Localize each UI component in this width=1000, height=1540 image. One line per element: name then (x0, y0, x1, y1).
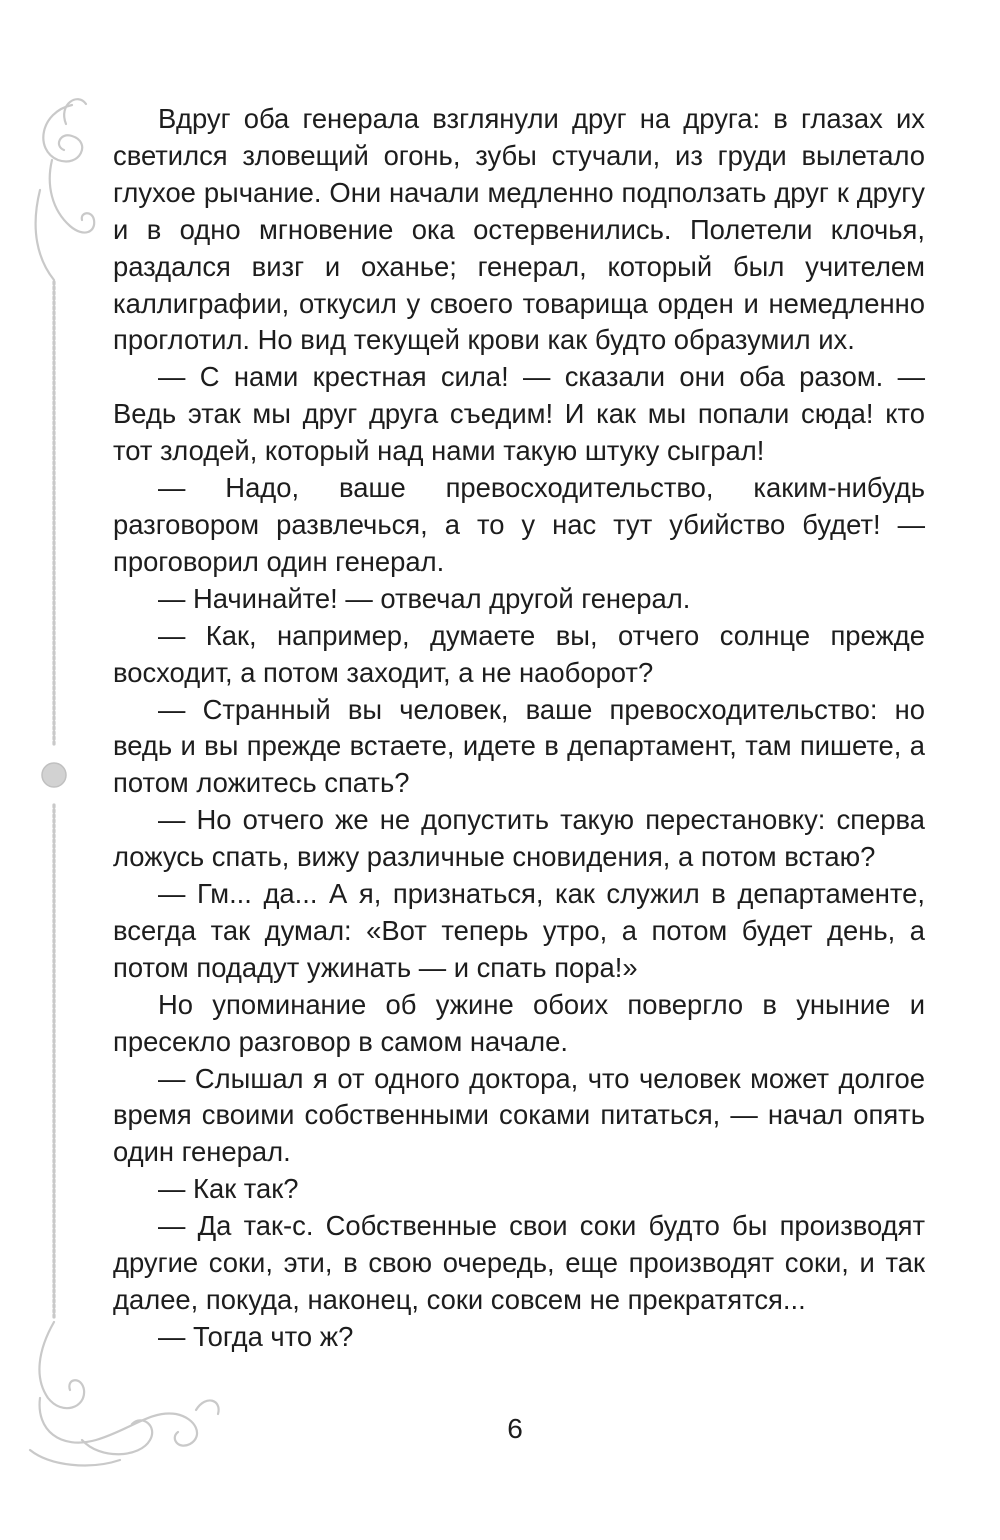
paragraph: — Надо, ваше превосходительство, каким-нибудь разговором развлечься, а то у нас тут убийство будет! — проговорил один генерал. (113, 472, 925, 577)
paragraph: — С нами крестная сила! — сказали они оба разом. — Ведь этак мы друг друга съедим! И как мы попали сюда! кто тот злодей, который над нами такую штуку сыграл! (113, 361, 925, 467)
paragraph: Но упоминание об ужине обоих повергло в уныние и пресекло разговор в самом начале. (113, 988, 925, 1057)
paragraph: — Но отчего же не допустить такую перестановку: сперва ложусь спать, вижу различные сновидения, а потом встаю? (113, 804, 925, 873)
paragraph: — Тогда что ж? (158, 1320, 354, 1352)
page-number: 6 (507, 1413, 523, 1444)
paragraph: — Да так-с. Собственные свои соки будто бы производят другие соки, эти, в свою очередь, еще производят соки, и так далее, покуда, наконец, соки совсем не прекратятся... (113, 1210, 925, 1315)
paragraph: — Как, например, думаете вы, отчего солнце прежде восходит, а потом заходит, а не наоборот? (113, 619, 925, 688)
paragraph: — Странный вы человек, ваше превосходительство: но ведь и вы прежде встаете, идете в департамент, там пишете, а потом ложитесь спать? (113, 693, 925, 799)
paragraph: — Слышал я от одного доктора, что человек может долгое время своими собственными соками питаться, — начал опять один генерал. (113, 1062, 925, 1168)
paragraph: Вдруг оба генерала взглянули друг на друга: в глазах их светился зловещий огонь, зубы стучали, из груди вылетало глухое рычание. Они начали медленно подползать друг к другу и в одно мгновение ока остервенились. Полетели клочья, раздался визг и оханье; генерал, который был учителем каллиграфии, откусил у своего товарища орден и немедленно проглотил. Но вид текущей крови как будто образумил их. (113, 103, 925, 356)
paragraph: — Как так? (158, 1173, 299, 1205)
paragraph: — Гм... да... А я, признаться, как служил в департаменте, всегда так думал: «Вот теперь утро, а потом будет день, а потом подадут ужинать — и спать пора!» (113, 878, 925, 983)
paragraph: — Начинайте! — отвечал другой генерал. (158, 582, 691, 614)
text-column (113, 101, 925, 1356)
